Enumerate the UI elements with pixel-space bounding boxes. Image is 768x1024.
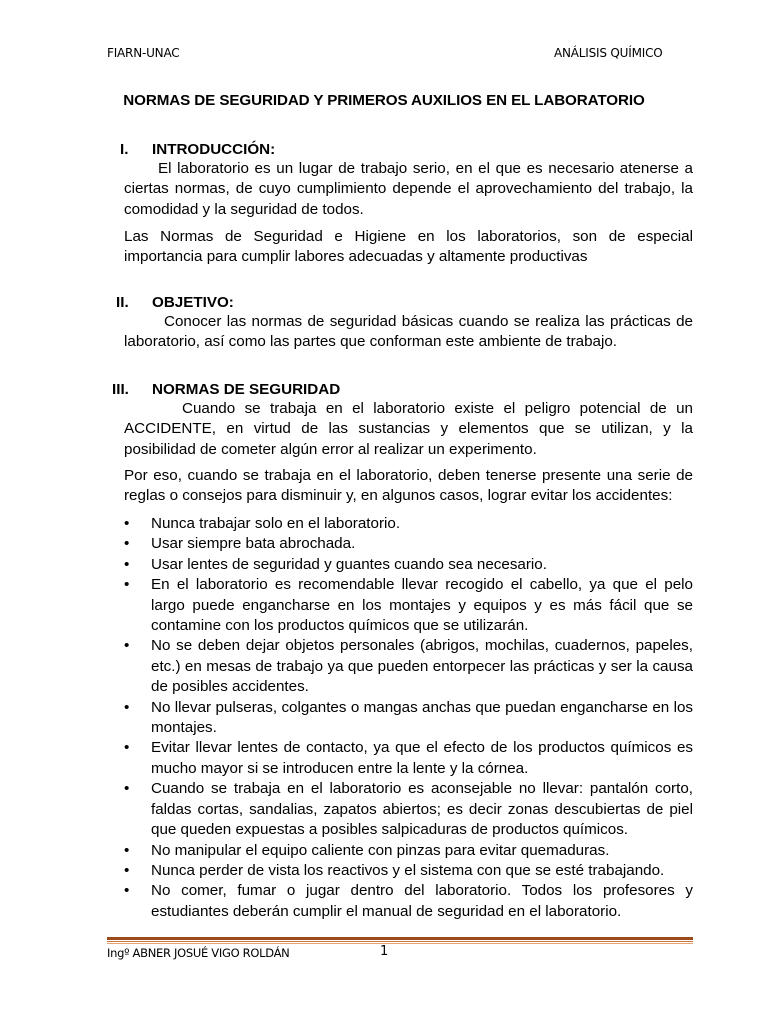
objetivo-paragraph: Conocer las normas de seguridad básicas cuando se realiza las prácticas de laboratorio, así como las partes que conforman este ambiente de trabajo. (124, 313, 693, 351)
bullet-icon: • (124, 780, 130, 798)
intro-paragraph-1: El laboratorio es un lugar de trabajo serio, en el que es necesario atenerse a ciertas normas, de cuyo cumplimiento depende el aprovechamiento del trabajo, la comodidad y la seguridad de todos. (124, 160, 693, 218)
list-item-text: Nunca trabajar solo en el laboratorio. (151, 515, 401, 532)
bullet-icon: • (124, 882, 130, 900)
list-item-text: Evitar llevar lentes de contacto, ya que el efecto de los productos químicos es mucho mayor si se introducen entre la lente y la córnea. (151, 739, 693, 777)
section-title: OBJETIVO: (152, 294, 234, 311)
footer-author: Ingº ABNER JOSUÉ VIGO ROLDÁN (107, 946, 290, 960)
header-left: FIARN-UNAC (107, 46, 180, 60)
list-item-text: No se deben dejar objetos personales (abrigos, mochilas, cuadernos, papeles, etc.) en mesas de trabajo ya que pueden entorpecer las prácticas y ser la causa de posibles accidentes. (151, 637, 693, 696)
list-item-text: Cuando se trabaja en el laboratorio es aconsejable no llevar: pantalón corto, faldas cortas, sandalias, zapatos abiertos; es decir zonas descubiertas de piel que queden expuestas a posibles salpicaduras de productos químicos. (151, 780, 693, 839)
bullet-icon: • (124, 841, 130, 859)
list-item-text: No llevar pulseras, colgantes o mangas anchas que puedan engancharse en los montajes. (151, 698, 693, 737)
bullet-icon: • (124, 515, 130, 532)
list-item (124, 534, 693, 554)
bullet-icon: • (124, 698, 130, 716)
list-item (124, 575, 693, 636)
section-number: II. (116, 294, 129, 311)
bullet-icon: • (124, 637, 130, 655)
intro-paragraph-2: Las Normas de Seguridad e Higiene en los laboratorios, son de especial importancia para cumplir labores adecuadas y altamente productivas (124, 228, 693, 266)
section-number: III. (112, 381, 129, 398)
section-title: INTRODUCCIÓN: (152, 141, 276, 158)
list-item-text: No manipular el equipo caliente con pinzas para evitar quemaduras. (151, 841, 610, 859)
bullet-icon: • (124, 861, 130, 879)
footer-divider (107, 943, 693, 944)
list-item-text: Usar lentes de seguridad y guantes cuando sea necesario. (151, 555, 547, 573)
document-title: NORMAS DE SEGURIDAD Y PRIMEROS AUXILIOS EN EL LABORATORIO (123, 92, 645, 109)
footer-divider (107, 937, 693, 940)
list-item (124, 841, 693, 861)
list-item (124, 514, 693, 534)
section-title: NORMAS DE SEGURIDAD (152, 381, 341, 398)
list-item (124, 881, 693, 922)
bullet-icon: • (124, 576, 130, 594)
bullet-icon: • (124, 535, 130, 553)
list-item-text: No comer, fumar o jugar dentro del laboratorio. Todos los profesores y estudiantes deberán cumplir el manual de seguridad en el laboratorio. (151, 882, 693, 920)
section-number: I. (120, 141, 129, 158)
normas-paragraph-1: Cuando se trabaja en el laboratorio existe el peligro potencial de un ACCIDENTE, en virtud de las sustancias y elementos que se utilizan, y la posibilidad de cometer algún error al realizar un experimento. (124, 400, 693, 458)
list-item (124, 779, 693, 840)
safety-rules-list (124, 514, 693, 922)
bullet-icon: • (124, 555, 130, 573)
header-right: ANÁLISIS QUÍMICO (554, 46, 663, 60)
list-item (124, 555, 693, 575)
list-item (124, 861, 693, 881)
list-item-text: En el laboratorio es recomendable llevar recogido el cabello, ya que el pelo largo puede engancharse en los montajes y equipos y es más fácil que se contamine con los productos químicos que se utilizarán. (151, 576, 693, 635)
bullet-icon: • (124, 739, 130, 757)
list-item (124, 636, 693, 697)
page-number: 1 (380, 944, 389, 959)
list-item-text: Usar siempre bata abrochada. (151, 535, 356, 553)
list-item (124, 738, 693, 779)
list-item-text: Nunca perder de vista los reactivos y el sistema con que se esté trabajando. (151, 861, 665, 879)
normas-paragraph-2: Por eso, cuando se trabaja en el laboratorio, deben tenerse presente una serie de reglas o consejos para disminuir y, en algunos casos, lograr evitar los accidentes: (124, 467, 693, 505)
list-item (124, 698, 693, 739)
footer-divider (107, 941, 693, 942)
